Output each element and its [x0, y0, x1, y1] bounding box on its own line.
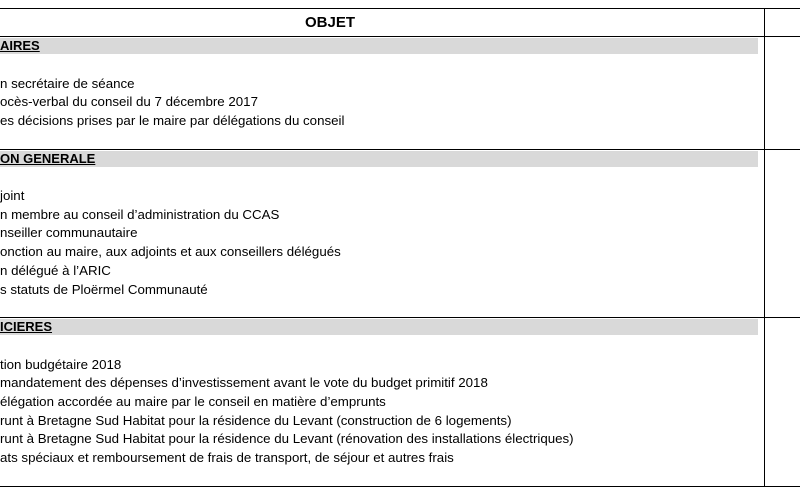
- section-title: ON GENERALE: [0, 151, 96, 166]
- section-header-bg: [0, 38, 758, 54]
- header-bottom-border: [0, 36, 800, 37]
- table-top-border: [0, 8, 800, 9]
- agenda-item: n secrétaire de séance: [0, 76, 135, 91]
- agenda-item: s statuts de Ploërmel Communauté: [0, 282, 208, 297]
- section-header-bg: [0, 151, 758, 167]
- agenda-item: nseiller communautaire: [0, 225, 138, 240]
- agenda-item: runt à Bretagne Sud Habitat pour la résidence du Levant (rénovation des installations électriques): [0, 431, 574, 446]
- agenda-item: n membre au conseil d’administration du CCAS: [0, 207, 280, 222]
- agenda-item: ocès-verbal du conseil du 7 décembre 2017: [0, 94, 258, 109]
- column-header-objet: OBJET: [304, 14, 355, 31]
- agenda-item: onction au maire, aux adjoints et aux conseillers délégués: [0, 244, 341, 259]
- section-title: AIRES: [0, 38, 40, 53]
- section-divider: [0, 149, 800, 150]
- agenda-item: runt à Bretagne Sud Habitat pour la résidence du Levant (construction de 6 logements): [0, 413, 512, 428]
- section-title: ICIERES: [0, 319, 53, 334]
- section-divider: [0, 317, 800, 318]
- agenda-item: mandatement des dépenses d’investissement avant le vote du budget primitif 2018: [0, 375, 488, 390]
- section-header-bg: [0, 319, 758, 335]
- table-bottom-border: [0, 486, 800, 487]
- column-divider: [764, 8, 765, 487]
- agenda-item: joint: [0, 188, 25, 203]
- agenda-item: élégation accordée au maire par le conseil en matière d’emprunts: [0, 394, 386, 409]
- agenda-item: n délégué à l’ARIC: [0, 263, 111, 278]
- agenda-item: es décisions prises par le maire par délégations du conseil: [0, 113, 345, 128]
- agenda-item: ats spéciaux et remboursement de frais de transport, de séjour et autres frais: [0, 450, 454, 465]
- agenda-item: tion budgétaire 2018: [0, 357, 122, 372]
